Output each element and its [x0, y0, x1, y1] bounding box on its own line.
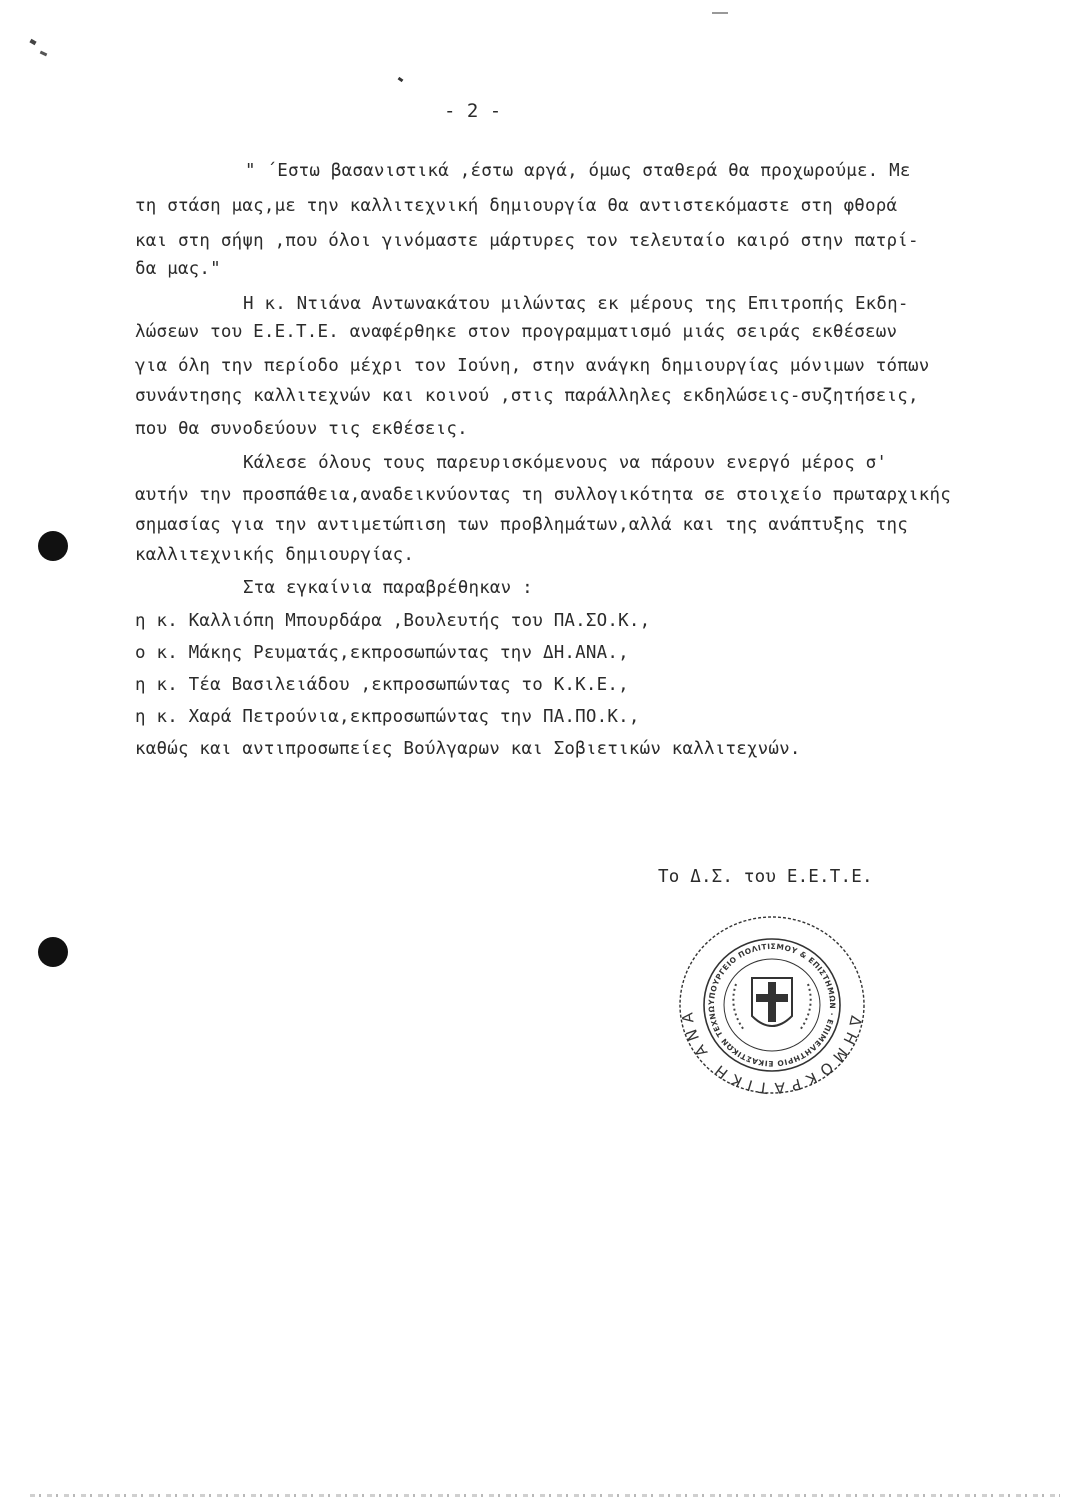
signature-line: Το Δ.Σ. του Ε.Ε.Τ.Ε. — [658, 867, 873, 887]
scan-mark — [712, 12, 728, 14]
body-line: καλλιτεχνικής δημιουργίας. — [135, 545, 415, 565]
body-line: καθώς και αντιπροσωπείες Βούλγαρων και Σοβιετικών καλλιτεχνών. — [135, 739, 801, 759]
attendee-line: ο κ. Μάκης Ρευματάς,εκπροσωπώντας την ΔΗ.ΑΝΑ., — [135, 643, 629, 663]
body-line: " ΄Εστω βασανιστικά ,έστω αργά, όμως σταθερά θα προχωρούμε. Με — [245, 161, 911, 181]
body-line: για όλη την περίοδο μέχρι τον Ιούνη, στην ανάγκη δημιουργίας μόνιμων τόπων — [135, 356, 930, 376]
body-line: Στα εγκαίνια παραβρέθηκαν : — [243, 578, 533, 598]
attendee-line: η κ. Τέα Βασιλειάδου ,εκπροσωπώντας το Κ.Κ.Ε., — [135, 675, 629, 695]
body-line: δα μας." — [135, 259, 221, 279]
stamp-inner-text: ΥΠΟΥΡΓΕΙΟ ΠΟΛΙΤΙΣΜΟΥ & ΕΠΙΣΤΗΜΩΝ · ΕΠΙΜΕΛΗΤΗΡΙΟ ΕΙΚΑΣΤΙΚΩΝ ΤΕΧΝΩ — [706, 941, 838, 1069]
page-number: - 2 - — [444, 100, 502, 122]
body-line: σημασίας για την αντιμετώπιση των προβλημάτων,αλλά και της ανάπτυξης της — [135, 515, 908, 535]
body-line: αυτήν την προσπάθεια,αναδεικνύοντας τη συλλογικότητα σε στοιχείο πρωταρχικής — [135, 485, 951, 505]
body-line: συνάντησης καλλιτεχνών και κοινού ,στις παράλληλες εκδηλώσεις-συζητήσεις, — [135, 386, 919, 406]
body-line: τη στάση μας,με την καλλιτεχνική δημιουργία θα αντιστεκόμαστε στη φθορά — [135, 196, 898, 216]
scan-edge-noise — [30, 1494, 1060, 1497]
official-stamp — [674, 912, 870, 1098]
body-line: λώσεων του Ε.Ε.Τ.Ε. αναφέρθηκε στον προγραμματισμό μιάς σειράς εκθέσεων — [135, 322, 898, 342]
attendee-line: η κ. Χαρά Πετρούνια,εκπροσωπώντας την ΠΑ.ΠΟ.Κ., — [135, 707, 640, 727]
body-line: και στη σήψη ,που όλοι γινόμαστε μάρτυρες τον τελευταίο καιρό στην πατρί- — [135, 231, 919, 251]
body-line: που θα συνοδεύουν τις εκθέσεις. — [135, 419, 468, 439]
scan-speck — [29, 39, 36, 45]
scan-speck — [398, 77, 404, 82]
stamp-outer-text: ΔΗΜΟΚΡΑΤΙΚΗ ΑΝΑ — [677, 1005, 866, 1098]
scan-speck — [40, 51, 48, 57]
punch-hole — [38, 937, 68, 967]
attendee-line: η κ. Καλλιόπη Μπουρδάρα ,Βουλευτής του ΠΑ.ΣΟ.Κ., — [135, 611, 651, 631]
punch-hole — [38, 531, 68, 561]
body-line: Η κ. Ντιάνα Αντωνακάτου μιλώντας εκ μέρους της Επιτροπής Εκδη- — [243, 294, 909, 314]
body-line: Κάλεσε όλους τους παρευρισκόμενους να πάρουν ενεργό μέρος σ' — [243, 453, 888, 473]
stamp-seal-icon — [674, 912, 870, 1098]
